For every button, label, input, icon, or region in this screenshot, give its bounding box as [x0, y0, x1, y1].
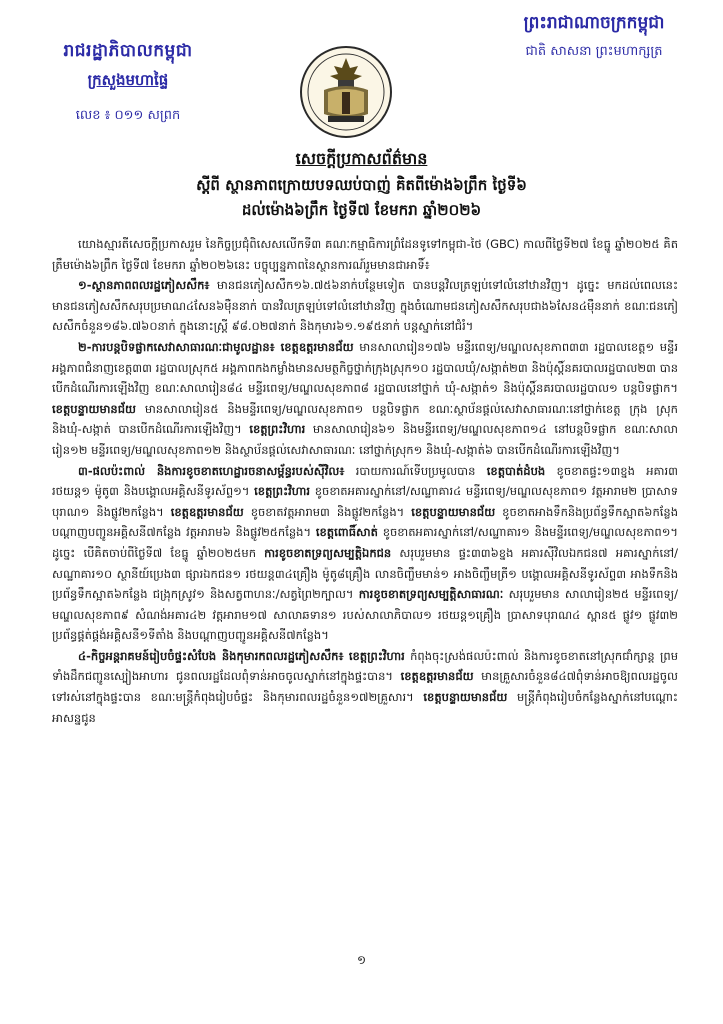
- kingdom-header: [489, 12, 699, 62]
- section-4-province-3: ខេត្តឧត្តរមានជ័យ: [400, 669, 474, 684]
- section-3-text-2: ខូចខាតផ្ទះ១៣ខ្នង អគារ៣ រថយន្ត១ ម៉ូតូ៣ និងបង្គោលអគ្គិសនីទូរស័ព្ទ១។: [52, 463, 678, 499]
- section-3-public-damage: ការខូចខាតទ្រព្យសម្បត្តិសាធារណៈ: [358, 587, 504, 602]
- section-3-text-8: សរុបរួមមាន សាលារៀន២៥ មន្ទីរពេទ្យ/មណ្ឌលសុខភាព៩ សំណង់អគារ៤២ វត្តអារាម១៧ សាលាឆទាន១ របស់សាលាភិបាល១ រថយន្ត១គ្រឿង ប្រាសាទបុរាណ៤ ស្ពាន៥ ផ្លូវ១ ផ្លូវ៣២ ប្រព័ន្ធផ្គត់ផ្គង់អគ្គិសនី១ទីតាំង និងបណ្តាញបញ្ជូនអគ្គិសនី៧កន្លែង។: [52, 587, 678, 643]
- section-2-text: មានសាលារៀន១៧៦ មន្ទីរពេទ្យ/មណ្ឌលសុខភាព៣៣ រដ្ឋបាលខេត្ត១ មន្ទីរអង្គភាពជំនាញខេត្ត៣៣ រដ្ឋបាលស្រុក៥ អង្គភាពកងកម្លាំងមានសមត្ថកិច្ចថ្នាក់ក្រុងស្រុក១០ រដ្ឋបាលឃុំ/សង្កាត់២៣ និងប៉ុស្តិ៍នគរបាលរដ្ឋបាល២៣ បានបើកដំណើរការឡើងវិញ ខណៈសាលារៀន៨៤ មន្ទីរពេទ្យ/មណ្ឌលសុខភាព៨ រដ្ឋបាលនៅថ្នាក់ ឃុំ-សង្កាត់១ និងប៉ុស្តិ៍នគរបាលរដ្ឋបាល១ បន្តបិទផ្លាក។: [52, 339, 678, 396]
- section-4-province-4: ខេត្តបន្ទាយមានជ័យ: [423, 690, 508, 705]
- section-4-heading: ៤-កិច្ចអន្តរាគមន៍រៀបចំផ្ទះសំបែង និងកុមារកពលរដ្ឋភៀសសឹក៖: [78, 648, 344, 663]
- section-3-text: របាយការណ៍ទើបប្រមូលបាន: [344, 463, 487, 478]
- kingdom-motto: ជាតិ សាសនា ព្រះមហាក្សត្រ: [525, 44, 663, 59]
- section-2-paragraph: [52, 337, 678, 461]
- section-2-heading: ២-ការបន្តបិទផ្លាកសេវាសាធារណៈជាមូលដ្ឋាន៖ ខេត្តឧត្តរមានជ័យ: [78, 339, 354, 354]
- section-1-text: មានជនភៀសសឹក១៦.៧៥៦នាក់បន្ថែមទៀត បានបន្តវិលត្រឡប់ទៅលំនៅឋានវិញ។ ដូច្នេះ មកដល់ពេលនេះ មានជនភៀសសឹកសរុបប្រមាណ៤សែន៦ម៉ឺននាក់ បានវិលត្រឡប់ទៅលំនៅឋានវិញ ក្នុងចំណោមជនភៀសសឹកសរុបជាង៦សែន៤ម៉ឺននាក់ ខណៈជនភៀសសឹកចំនួន១៨៦.៧៦០នាក់ ក្នុងនោះស្ត្រី ៩៨.០២៧នាក់ និងកុមារ៦១.១៩៥នាក់ បន្តស្នាក់នៅជំរំ។: [52, 278, 678, 334]
- section-3-text-7: សរុបរួមមាន ផ្ទះ៣៣៦ខ្នង អគារស៊ីវិលឯកជន៧ អគារស្នាក់នៅ/សណ្ឋាគារ១០ ស្ថានីយ៍ប្រេង៣ ផ្សារឯកជន១ រថយន្ត៣៤គ្រឿង ម៉ូតូ៨គ្រឿង លានចិញ្ចឹមមាន់១ អាងចិញ្ចឹមត្រី១ បង្គោលអគ្គិសនីទូរស័ព្ទ៣ អាងទឹកនិងប្រព័ន្ធទឹកស្អាត៦កន្លែង ជង្រុកស្រូវ១ និងសត្វពាហនៈ/សត្វព្រៃ២ក្បាល។: [52, 545, 679, 602]
- title-line-2: ស្តីពី ស្ថានភាពក្រោយបទឈប់បាញ់ គិតពីម៉ោង៦ព្រឹក ថ្ងៃទី៦: [196, 176, 527, 194]
- section-2-text-3: មានសាលារៀន៦១ និងមន្ទីរពេទ្យ/មណ្ឌលសុខភាព១៤ នៅបន្តបិទផ្លាក ខណៈសាលារៀន១២ មន្ទីរពេទ្យ/មណ្ឌលសុខភាព១២ និងស្ថាប័នផ្តល់សេវាសាធារណៈ នៅថ្នាក់ស្រុក១ និងឃុំ-សង្កាត់៦ បានបើកដំណើរការឡើងវិញ។: [52, 422, 678, 457]
- section-2-province-3: ខេត្តព្រះវិហារ: [249, 422, 306, 437]
- section-3-province-2: ខេត្តបាត់ដំបង: [486, 463, 546, 478]
- document-title: [40, 148, 683, 223]
- section-3-province-6: ខេត្តពោធិ៍សាត់: [315, 525, 378, 540]
- section-3-private-damage: ការខូចខាតទ្រព្យសម្បត្តិឯកជន: [264, 545, 392, 560]
- kingdom-name: ព្រះរាជាណាចក្រកម្ពុជា: [523, 13, 665, 33]
- ministry-name: ក្រសួងមហាផ្ទៃ: [87, 71, 169, 89]
- section-3-province-4: ខេត្តឧត្តរមានជ័យ: [170, 504, 244, 519]
- ministry-header: [28, 40, 228, 126]
- section-1-paragraph: [52, 275, 678, 337]
- section-4-text-4: មន្ត្រីកំពុងរៀបចំកន្លែងស្នាក់នៅបណ្តោះអាសន្នជូន: [52, 690, 678, 725]
- section-3-province-3: ខេត្តព្រះវិហារ: [254, 484, 311, 499]
- section-3-paragraph: [52, 461, 678, 646]
- section-2-text-2: មានសាលារៀន៥ និងមន្ទីរពេទ្យ/មណ្ឌលសុខភាព១ បន្តបិទផ្លាក ខណៈស្ថាប័នផ្តល់សេវាសាធារណៈនៅថ្នាក់ខេត្ត ក្រុង ស្រុក និងឃុំ-សង្កាត់ បានបើកដំណើរការឡើងវិញ។: [52, 401, 678, 437]
- section-4-paragraph: [52, 646, 678, 728]
- document-body: [52, 234, 678, 728]
- intro-paragraph: [52, 234, 678, 275]
- section-3-text-6: ខូចខាតអគារស្នាក់នៅ/សណ្ឋាគារ១ និងមន្ទីរពេទ្យ/មណ្ឌលសុខភាព១។ ដូច្នេះ បើគិតចាប់ពីថ្ងៃទី៧ ខែធ្នូ ឆ្នាំ២០២៥មក: [52, 525, 679, 560]
- section-4-province-2: ខេត្តព្រះវិហារ: [348, 648, 405, 663]
- royal-emblem-icon: [298, 44, 394, 140]
- reference-number: លេខ ៖ ០១១ សព្រក: [75, 108, 181, 123]
- section-4-text-2: កំពុងចុះស្រង់ផលប៉ះពាល់ និងការខូចខាតនៅស្រុកជាំក្សាន្ត ព្រមទាំងដឹកជញ្ជូនស្បៀងអាហារ ជូនពលរដ្ឋដែលពុំទាន់អាចចូលស្នាក់នៅក្នុងផ្ទះបាន។: [52, 648, 679, 684]
- title-line-1: សេចក្តីប្រកាសព័ត៌មាន: [295, 149, 428, 168]
- intro-text: យោងស្មារតីសេចក្តីប្រកាសរួម នៃកិច្ចប្រជុំពិសេសលើកទី៣ គណៈកម្មាធិការព្រំដែនទូទៅកម្ពុជា-ថៃ (GBC) កាលពីថ្ងៃទី២៧ ខែធ្នូ ឆ្នាំ២០២៥ គិតត្រឹមម៉ោង៦ព្រឹក ថ្ងៃទី៧ ខែមករា ឆ្នាំ២០២៦នេះ បច្ចុប្បន្នភាពនៃស្ថានការណ៍រួមមានជាអាទិ៍៖: [52, 237, 678, 272]
- government-name: រាជរដ្ឋាភិបាលកម្ពុជា: [63, 41, 193, 61]
- title-line-3: ដល់ម៉ោង៦ព្រឹក ថ្ងៃទី៧ ខែមករា ឆ្នាំ២០២៦: [241, 201, 482, 219]
- section-3-heading: ៣-ផលប៉ះពាល់ និងការខូចខាតហេដ្ឋារចនាសម្ព័ន្ធរបស់ស៊ីវិល៖: [78, 463, 345, 478]
- section-3-text-4: ខូចខាតវត្តអារាម៣ និងផ្លូវ២កន្លែង។: [243, 504, 412, 519]
- section-3-text-3: ខូចខាតអគារស្នាក់នៅ/សណ្ឋាគារ៤ មន្ទីរពេទ្យ/មណ្ឌលសុខភាព១ វត្តអារាម២ ប្រាសាទបុរាណ១ និងផ្លូវ២កន្លែង។: [52, 484, 679, 519]
- section-4-text-3: មានគ្រួសារចំនួន៨៤៧ពុំទាន់អាចឱ្យពលរដ្ឋចូលទៅរស់នៅក្នុងផ្ទះបាន ខណៈមន្ត្រីកំពុងរៀបចំផ្ទះ និងកុមារពលរដ្ឋចំនួន១៧២គ្រួសារ។: [52, 669, 678, 705]
- section-3-text-5: ខូចខាតអាងទឹកនិងប្រព័ន្ធទឹកស្អាត៦កន្លែង បណ្តាញបញ្ជូនអគ្គិសនី៧កន្លែង វត្តអារាម៦ និងផ្លូវ២៥កន្លែង។: [52, 504, 678, 540]
- page-number: ១: [356, 953, 367, 967]
- section-2-province-2: ខេត្តបន្ទាយមានជ័យ: [52, 401, 136, 416]
- section-1-heading: ១-ស្ថានភាពពលរដ្ឋភៀសសឹក៖: [78, 278, 210, 293]
- section-3-province-5: ខេត្តបន្ទាយមានជ័យ: [411, 504, 496, 519]
